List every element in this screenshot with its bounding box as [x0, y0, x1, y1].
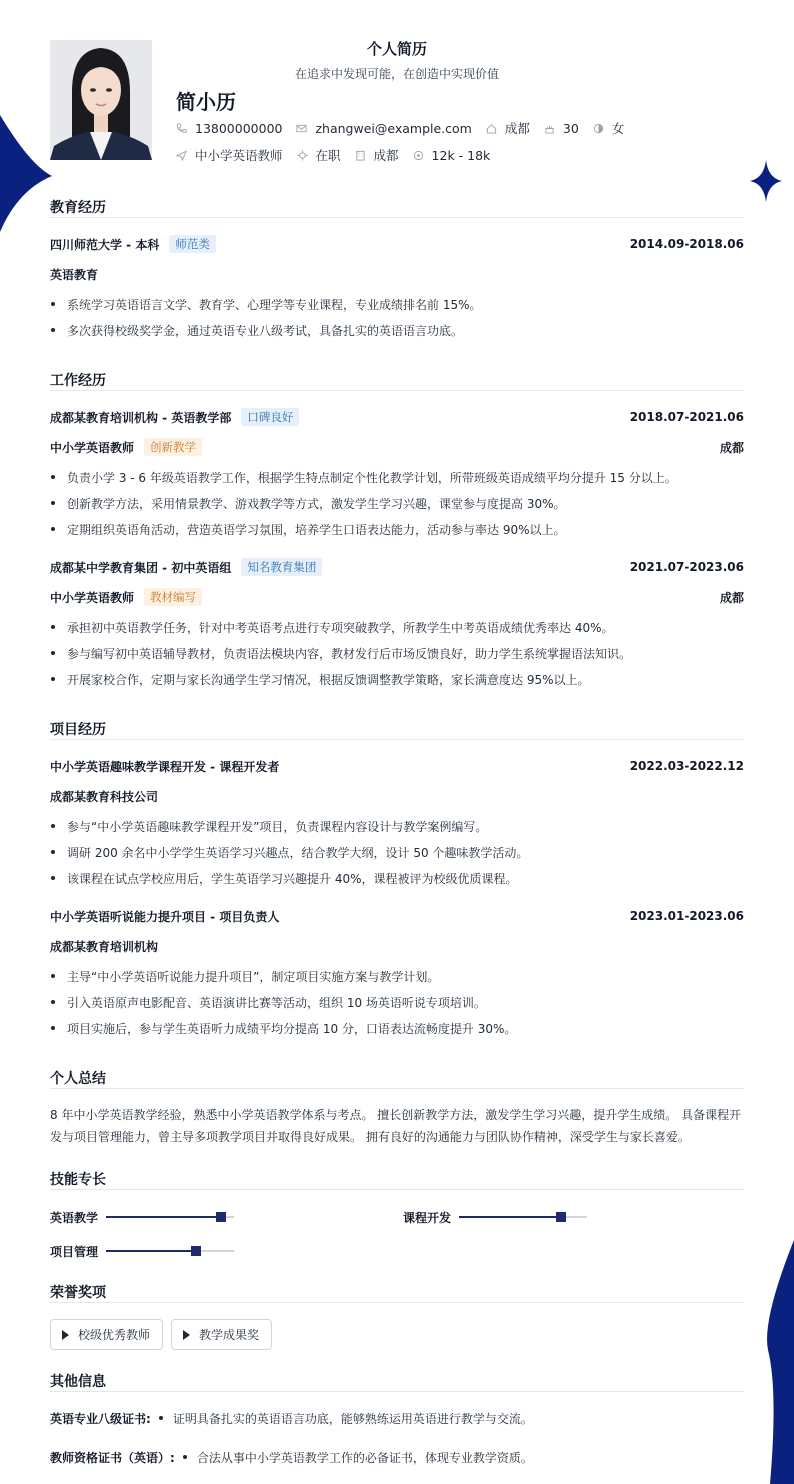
section-title-skills: 技能专长: [50, 1172, 106, 1188]
role-tag: 创新教学: [144, 438, 202, 456]
skill-item: [50, 1242, 234, 1260]
status-value: 在职: [315, 148, 341, 163]
project-date: 2022.03-2022.12: [629, 759, 744, 773]
intent-salary: [413, 148, 491, 163]
skill-item: [403, 1208, 587, 1226]
skill-label: 英语教学: [50, 1210, 99, 1225]
education-date: 2014.09-2018.06: [629, 237, 744, 251]
honor-badge: [50, 1319, 163, 1350]
school-name: 四川师范大学 - 本科: [50, 237, 160, 252]
other-key: 教师资格证书（英语）:: [50, 1450, 175, 1465]
section-divider: [50, 390, 744, 391]
skill-bar-fill: [106, 1216, 221, 1218]
contact-phone: [176, 121, 282, 136]
company-name: 成都某教育培训机构 - 英语教学部: [50, 410, 232, 425]
home-icon: [486, 123, 497, 134]
section-divider: [50, 1302, 744, 1303]
section-divider: [50, 1189, 744, 1190]
work-role: [50, 588, 744, 606]
contact-city: [486, 119, 530, 137]
education-major: [50, 265, 744, 283]
honor-label: 校级优秀教师: [78, 1328, 151, 1342]
skill-bar-fill: [106, 1250, 196, 1252]
intent-status: [297, 146, 341, 164]
role-name: 中小学英语教师: [50, 590, 135, 605]
other-value: 合法从事中小学英语教学工作的必备证书，体现专业教学资质。: [196, 1450, 533, 1465]
section-title-education: 教育经历: [50, 200, 106, 216]
skill-bar-knob: [556, 1212, 566, 1222]
section-title-other: 其他信息: [50, 1374, 106, 1390]
age-icon: [544, 123, 555, 134]
gender-icon: [593, 123, 604, 134]
work-header: [50, 408, 744, 426]
company-tag: 知名教育集团: [241, 558, 322, 576]
project-org: [50, 787, 744, 805]
play-icon: [183, 1330, 190, 1340]
resume-motto: 在追求中发现可能，在创造中实现价值: [294, 67, 499, 81]
skill-bar-knob: [191, 1246, 201, 1256]
intent-position: [176, 146, 283, 164]
project-title: 中小学英语听说能力提升项目 - 项目负责人: [50, 909, 280, 924]
age-value: 30: [562, 120, 579, 136]
section-divider: [50, 739, 744, 740]
contact-row: [176, 119, 638, 137]
intent-row: [176, 146, 504, 164]
summary-text: [50, 1104, 744, 1148]
sparkle-icon: [750, 160, 782, 202]
contact-age: [544, 121, 579, 136]
work-date: 2018.07-2021.06: [629, 410, 744, 424]
project-org: [50, 937, 744, 955]
skill-bar-knob: [216, 1212, 226, 1222]
other-key: 英语专业八级证书:: [50, 1411, 151, 1426]
project-header: [50, 757, 744, 775]
summary-line: 发与项目管理能力，曾主导多项教学项目并取得良好成果。 拥有良好的沟通能力与团队协作精神，深受学生与家长喜爱。: [50, 1130, 690, 1144]
other-item: [50, 1448, 533, 1466]
city-value: 成都: [504, 121, 530, 136]
contact-gender: [593, 119, 625, 137]
education-header: [50, 235, 744, 253]
honor-label: 教学成果奖: [199, 1328, 260, 1342]
email-value: zhangwei@example.com: [315, 120, 472, 136]
skill-bar: [106, 1250, 234, 1252]
status-icon: [297, 150, 308, 161]
candidate-name: 简小历: [176, 90, 236, 114]
section-title-project: 项目经历: [50, 722, 106, 738]
work-role: [50, 438, 744, 456]
building-icon: [355, 150, 366, 161]
contact-email: [296, 121, 471, 136]
project-date: 2023.01-2023.06: [629, 909, 744, 923]
project-org-name: 成都某教育科技公司: [50, 789, 159, 804]
school-tag: 师范类: [169, 235, 216, 253]
mail-icon: [296, 123, 307, 134]
salary-icon: [413, 150, 424, 161]
company-tag: 口碑良好: [241, 408, 299, 426]
phone-icon: [176, 123, 187, 134]
work-city: 成都: [719, 440, 744, 455]
work-date: 2021.07-2023.06: [629, 560, 744, 574]
project-org-name: 成都某教育培训机构: [50, 939, 159, 954]
section-title-honors: 荣誉奖项: [50, 1285, 106, 1301]
intent-city-value: 成都: [373, 148, 399, 163]
honor-badge: [171, 1319, 272, 1350]
send-icon: [176, 150, 187, 161]
intent-city: [355, 146, 399, 164]
section-divider: [50, 1391, 744, 1392]
salary-value: 12k - 18k: [431, 147, 491, 163]
summary-line: 8 年中小学英语教学经验，熟悉中小学英语教学体系与考点。 擅长创新教学方法，激发学生学习兴趣，提升学生成绩。 具备课程开: [50, 1108, 742, 1122]
phone-value: 13800000000: [195, 120, 283, 136]
skill-bar: [459, 1216, 587, 1218]
project-title: 中小学英语趣味教学课程开发 - 课程开发者: [50, 759, 280, 774]
other-item: [50, 1409, 533, 1427]
other-value: 证明具备扎实的英语语言功底，能够熟练运用英语进行教学与交流。: [172, 1411, 533, 1426]
skill-bar-fill: [459, 1216, 561, 1218]
section-divider: [50, 217, 744, 218]
resume-title: 个人简历: [366, 40, 427, 58]
role-name: 中小学英语教师: [50, 440, 135, 455]
skill-bar: [106, 1216, 234, 1218]
section-title-summary: 个人总结: [50, 1071, 106, 1087]
section-divider: [50, 1088, 744, 1089]
company-name: 成都某中学教育集团 - 初中英语组: [50, 560, 232, 575]
major-name: 英语教育: [50, 267, 99, 282]
play-icon: [62, 1330, 69, 1340]
work-city: 成都: [719, 590, 744, 605]
work-header: [50, 558, 744, 576]
role-tag: 教材编写: [144, 588, 202, 606]
skill-label: 课程开发: [403, 1210, 452, 1225]
skill-item: [50, 1208, 234, 1226]
gender-value: 女: [611, 121, 625, 136]
skill-label: 项目管理: [50, 1244, 99, 1259]
project-header: [50, 907, 744, 925]
position-value: 中小学英语教师: [195, 148, 283, 163]
section-title-work: 工作经历: [50, 373, 106, 389]
